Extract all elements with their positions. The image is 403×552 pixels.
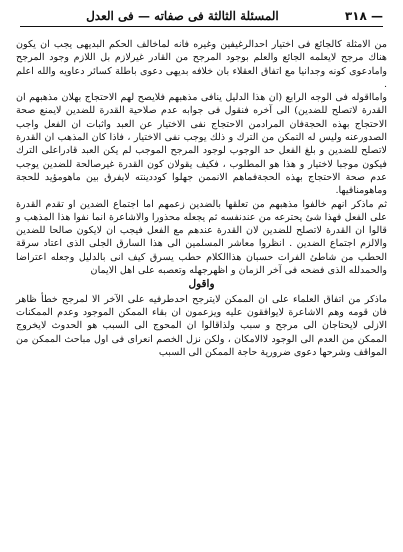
paragraph-2: وامااقوله فى الوجه الرابع (ان هذا الدليل ينافى مذهبهم فلايصح لهم الاحتجاج بهلان مذهبهم ان القدرة لاتصلح للضدين) الى آخره فنقول فى جوابه عدم صلاحية القدرة للضدين لايمنع صحة الاحتجاج بهذه الحجةفان المرادمن الاحتجاج نفى الاختيار عن العبد واثبات ان الفعل واجب الصدورعنه وليس له التمكن من الترك و ذلك يوجب نفى الاختيار ، فاذا كان المذهب ان القدرة لاتصلح للضدين و بلغ الفعل حد الوجوب لوجود المرجح الموجب لم يكن العبد قادراعلى الترك فيكون موجبا لاختيار و هذا هو المطلوب ، فكيف يقولان كون القدرة غيرصالحة للضدين يوجب عدم صحة الاحتجاج بهذه الحجةفماهم الانممن جهلوا كوددينته لايفرق بين ماهومؤيد للحجة وماهومنافيها. [16, 92, 387, 197]
running-title: المسئلة الثالثة فى صفاته — فى العدل [86, 9, 279, 23]
page-body [16, 38, 387, 359]
page-header [20, 6, 383, 27]
paragraph-3: ثم ماذكر انهم خالفوا مذهبهم من تعلقها بالضدين زعمهم اما اجتماع الضدين او تقدم القدرة على الفعل فهذا شئ يحترعه من عندنفسه ثم يجعله محذورا والاشاعرة انما نفوا هذا المذهب و قالوا ان القدرة لاتصلح للضدين لان القدرة عندهم مع الفعل فيجب ان لايكون صالحا للضدين والالزم اجتماع الضدين . انظروا معاشر المسلمين الى هذا السارق الجلى الذى اعتاد سرقة الحطب من شاطئ الفرات حسبان هذاالكلام حطب يسرق كيف انى بالدليل وجعله اعتراضا والحمدلله الذى فضحه فى آخر الزمان و اظهرجهله وتعصبه على اهل الايمان [16, 198, 387, 277]
paragraph-4: ماذكر من اتفاق العلماء على ان الممكن لايترجح احدطرفيه على الآخر الا لمرجح خطأ ظاهر فان قومه وهم الاشاعرة لايوافقون عليه ويزعمون ان بقاء الممكن الموجود وعدم الممكنات الازلى لايحتاجان الى مرجح و سبب ولذاقالوا ان المحوج الى السبب هو الحدوث لايخروج الممكن من العدم الى الوجود لاالامكان ، ولكن نزل الخصم انعراى فى اول مباحث الممكن من المواقف وشرحها دعوى ضرورية حاجة الممكن الى السبب [16, 293, 387, 358]
paragraph-1: من الامثلة كالجائع فى اختيار احدالرغيفين وغيره فانه لماخالف الحكم البديهى يجب ان يكون هناك مرجح لايعلمه الجائع والعلم بوجود المرجح من القادر غيرلازم بل اللازم وجود المرجح وامادعوى كونه وجدانيا مع اتفاق العقلاء بان خلافه بديهى دعوى باطلة كسائر دعاويه والله اعلم . [16, 39, 387, 90]
section-heading: واقول [188, 278, 215, 291]
page-number: — ٣١٨ [344, 9, 383, 23]
